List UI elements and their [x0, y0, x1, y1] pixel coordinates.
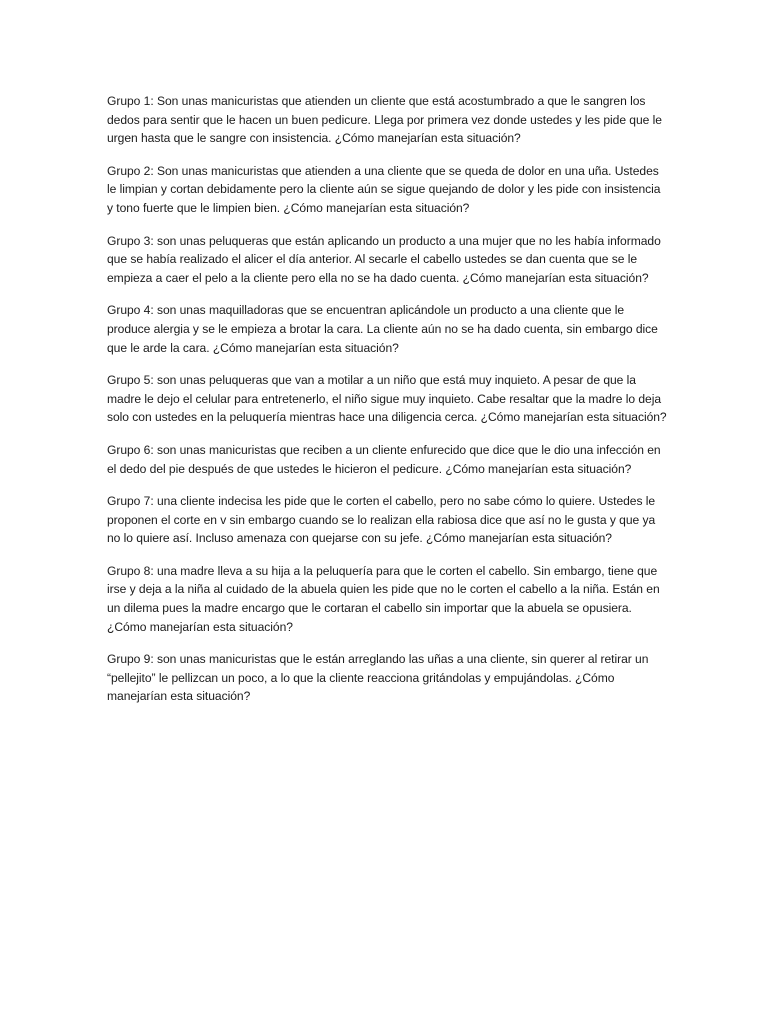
paragraph-grupo-8: Grupo 8: una madre lleva a su hija a la peluquería para que le corten el cabello. Sin embargo, tiene que irse y deja a la niña al cuidado de la abuela quien les pide que no le corten el cabello a la niña. Están en un dilema pues la madre encargo que le cortaran el cabello sin importar que la abuela se opusiera. ¿Cómo manejarían esta situación?: [107, 563, 660, 634]
paragraph-grupo-1: Grupo 1: Son unas manicuristas que atienden un cliente que está acostumbrado a que le sangren los dedos para sentir que le hacen un buen pedicure. Llega por primera vez donde ustedes y les pide que le urgen hasta que le sangre con insistencia. ¿Cómo manejarían esta situación?: [107, 94, 662, 146]
paragraph-grupo-6: Grupo 6: son unas manicuristas que reciben a un cliente enfurecido que dice que le dio una infección en el dedo del pie después de que ustedes le hicieron el pedicure. ¿Cómo manejarían esta situación?: [107, 442, 661, 476]
paragraph-grupo-4: Grupo 4: son unas maquilladoras que se encuentran aplicándole un producto a una cliente que le produce alergia y se le empieza a brotar la cara. La cliente aún no se ha dado cuenta, sin embargo dice que le arde la cara. ¿Cómo manejarían esta situación?: [107, 303, 658, 355]
paragraph-grupo-7: Grupo 7: una cliente indecisa les pide que le corten el cabello, pero no sabe cómo lo quiere. Ustedes le proponen el corte en v sin embargo cuando se lo realizan ella rabiosa dice que así no le gusta y que ya no lo quiere así. Incluso amenaza con quejarse con su jefe. ¿Cómo manejarían esta situación?: [107, 494, 656, 546]
paragraph-grupo-5: Grupo 5: son unas peluqueras que van a motilar a un niño que está muy inquieto. A pesar de que la madre le dejo el celular para entretenerlo, el niño sigue muy inquieto. Cabe resaltar que la madre lo deja solo con ustedes en la peluquería mientras hace una diligencia cerca. ¿Cómo manejarían esta situación?: [107, 373, 667, 425]
paragraph-grupo-9: Grupo 9: son unas manicuristas que le están arreglando las uñas a una cliente, sin querer al retirar un “pellejito” le pellizcan un poco, a lo que la cliente reacciona gritándolas y empujándolas. ¿Cómo manejarían esta situación?: [107, 652, 649, 704]
paragraph-grupo-2: Grupo 2: Son unas manicuristas que atienden a una cliente que se queda de dolor en una uña. Ustedes le limpian y cortan debidamente pero la cliente aún se sigue quejando de dolor y les pide con insistencia y tono fuerte que le limpien bien. ¿Cómo manejarían esta situación?: [107, 163, 661, 215]
document-body: [107, 92, 667, 720]
paragraph-grupo-3: Grupo 3: son unas peluqueras que están aplicando un producto a una mujer que no les había informado que se había realizado el alicer el día anterior. Al secarle el cabello ustedes se dan cuenta que se le empieza a caer el pelo a la cliente pero ella no se ha dado cuenta. ¿Cómo manejarían esta situación?: [107, 233, 661, 285]
